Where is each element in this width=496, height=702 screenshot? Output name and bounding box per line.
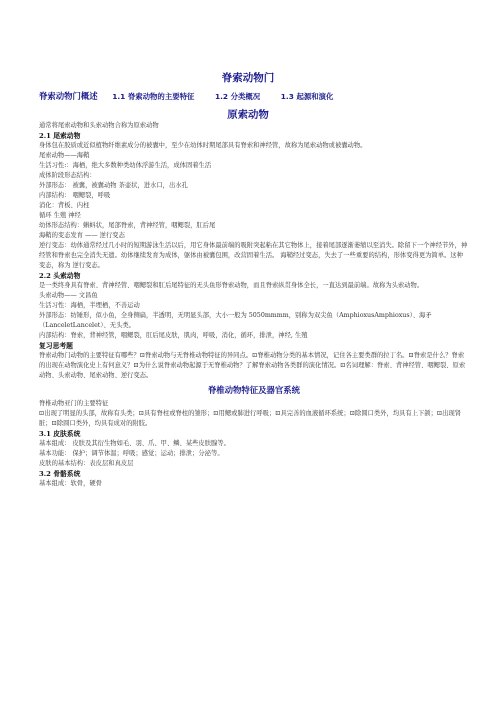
chapter-subnav	[39, 90, 351, 102]
document-body	[39, 121, 469, 489]
body-line: 基本组成： 皮肤及其衍生物如毛、羽、爪、甲、鳞、某些皮肤腺等。	[39, 440, 230, 447]
subnav-overview-link[interactable]: 脊索动物门概述	[39, 91, 98, 101]
heading-review-questions: 复习思考题	[39, 342, 73, 350]
section-title-vertebrata: 脊椎动物特征及器官系统	[207, 385, 301, 395]
heading-urochordata: 2.1 尾索动物	[39, 132, 81, 140]
subnav-features-link[interactable]: 1.1 脊索动物的主要特征	[112, 92, 195, 101]
body-paragraph: ⊡出现了明显的头部，故称有头类；⊡具有脊柱或脊柱的雏形；⊡用鳃或肺进行呼吸；⊡具完善的血液循环系统；⊡除圆口类外，均具有上下颌；⊡出现肾脏；⊡除圆口类外，均具有成对的附肢。	[39, 410, 462, 427]
body-paragraph: 脊索动物门动物的主要特征有哪些？⊡脊索动物与无脊椎动物特征的异同点。⊡脊椎动物分类的基本情况，记住各主要类群的拉丁名。⊡脊索是什么？脊索的出现在动物演化史上有何意义？⊡为什么说脊索动物起源于无脊椎动物？了解脊索动物各类群的演化情况。⊡名词理解：脊索、背神经管、咽鳃裂、原索动物、头索动物、尾索动物、逆行变态。	[39, 352, 466, 379]
body-paragraph: 身体包在胶质或近似植物纤维素成分的被囊中，至少在幼体时期尾部具有脊索和神经管，故称为尾索动物或被囊动物。	[39, 142, 367, 149]
body-line: 海鞘的变态发育 —— 逆行变态	[39, 232, 125, 239]
body-line: 成体阶段形态结构：	[39, 172, 96, 179]
section-title-protochordata: 原索动物	[227, 109, 269, 121]
body-line: 基本组成：软骨，硬骨	[39, 480, 102, 487]
body-line: 消化：背板、内柱	[39, 202, 90, 209]
body-line: 皮肤的基本结构：表皮层和真皮层	[39, 460, 134, 467]
body-paragraph: 外部形态：纺锤形，似小鱼，全身侧扁，半透明，无明显头部，大小一般为 5050mmmm，别称为双尖鱼（AmphioxusAmphioxus）、海矛（LanceletLancelet）、无头类。	[39, 312, 432, 329]
document-title: 脊索动物门	[221, 72, 275, 84]
body-line: 生活习性:：海栖，绝大多数种类幼体浮游生活，成体固着生活	[39, 162, 212, 169]
body-line: 脊椎动物亚门的主要特征	[39, 400, 109, 407]
body-line: 尾索动物——海鞘	[39, 152, 90, 159]
body-line: 幼体形态结构：蝌蚪状，尾部脊索，背神经管，咽鳃裂，肛后尾	[39, 222, 216, 229]
body-line: 基本功能： 保护；调节体温；呼吸；感觉；运动；排泄；分泌等。	[39, 450, 224, 457]
body-line: 内部结构：脊索，背神经管，咽鳃裂，肛后尾皮肤，肌肉，呼吸，消化，循环，排泄，神经, 生殖	[39, 332, 308, 339]
body-line: 内部结构： 咽鳃裂，呼吸	[39, 192, 111, 199]
body-paragraph: 是一类终身具有脊索、背神经管、咽鳃裂和肛后尾特征的无头鱼形脊索动物，而且脊索纵贯身体全长，一直达到最前端。故称为头索动物。	[39, 282, 424, 289]
subnav-classification-link[interactable]: 1.2 分类概况	[214, 92, 261, 101]
heading-skeletal-system: 3.2 骨骼系统	[39, 470, 81, 478]
body-line: 外部形态： 被囊，被囊动物 茶壶状，进水口，出水孔	[39, 182, 188, 189]
heading-skin-system: 3.1 皮肤系统	[39, 430, 81, 438]
body-line: 头索动物—— 文昌鱼	[39, 292, 98, 299]
heading-cephalochordata: 2.2 头索动物	[39, 272, 81, 280]
body-line: 循环 生殖 神经	[39, 212, 81, 219]
body-paragraph: 逆行变态：幼体通常经过几小时的短期游泳生活以后，用它身体最前端的吸附突起粘在其它物体上，接着尾部逐渐萎缩以至消失。除留下一个神经节外，神经管和脊索也完全消失无遗。幼体继续发育为成体，躯体由被囊包围，改营固着生活。 海鞘经过变态，失去了一些重要的结构，形体变得更为简单。这种变态，称为 逆行变态。	[39, 242, 468, 269]
body-line: 通常将尾索动物和头索动物合称为原索动物	[39, 122, 159, 129]
body-line: 生活习性：海栖，半埋栖，不善运动	[39, 302, 140, 309]
subnav-origin-link[interactable]: 1.3 起源和演化	[280, 92, 334, 101]
